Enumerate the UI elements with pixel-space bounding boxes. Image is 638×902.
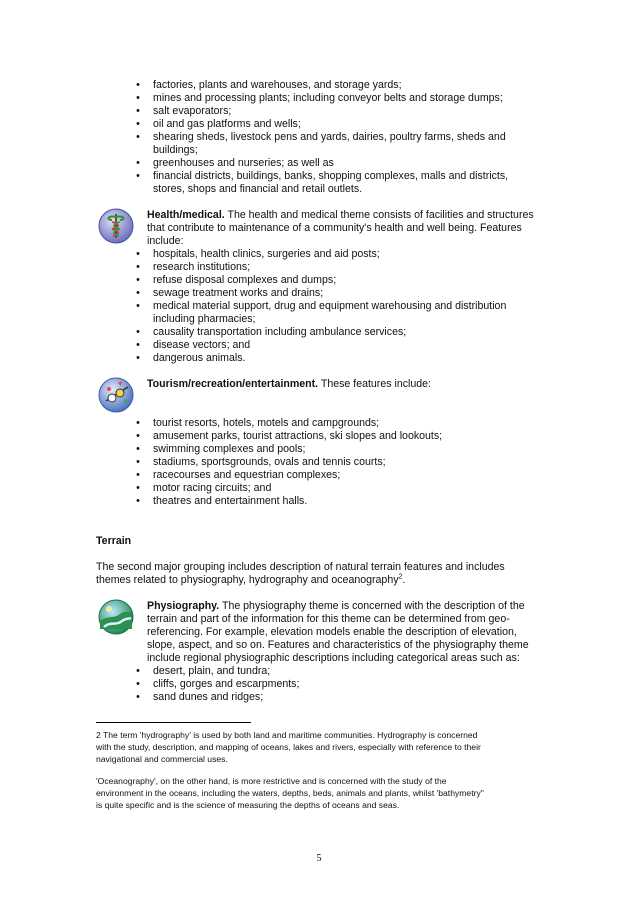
list-item: • financial districts, buildings, banks, shopping complexes, malls and districts, [0, 170, 638, 183]
list-item: • stadiums, sportsgrounds, ovals and tennis courts; [0, 456, 638, 469]
footnote-line: with the study, description, and mapping of oceans, lakes and rivers, especially with reference to their [96, 742, 481, 752]
list-item: • refuse disposal complexes and dumps; [0, 274, 638, 287]
bullet: • [136, 287, 140, 299]
list-item: • cliffs, gorges and escarpments; [0, 678, 638, 691]
bullet: • [136, 339, 140, 351]
tourism-title: Tourism/recreation/entertainment. [147, 378, 319, 390]
list-item: • factories, plants and warehouses, and storage yards; [0, 79, 638, 92]
footnote-divider [96, 722, 251, 723]
bullet: • [136, 678, 140, 690]
physiography-paragraph-line: include regional physiographic descriptions including categorical areas such as: [147, 652, 520, 664]
list-item: • amusement parks, tourist attractions, ski slopes and lookouts; [0, 430, 638, 443]
health-paragraph-line: include: [147, 235, 184, 247]
list-item: • oil and gas platforms and wells; [0, 118, 638, 131]
section-heading-terrain: Terrain [96, 535, 132, 547]
bullet: • [136, 92, 140, 104]
bullet: • [136, 352, 140, 364]
health-title: Health/medical. [147, 209, 225, 221]
physiography-paragraph-line: terrain and part of the information for this theme can be determined from geo- [147, 613, 510, 625]
list-item: • swimming complexes and pools; [0, 443, 638, 456]
physiography-paragraph-line: Physiography. The physiography theme is concerned with the description of the [147, 600, 525, 612]
bullet: • [136, 118, 140, 130]
bullet: • [136, 443, 140, 455]
list-item-continuation: including pharmacies; [153, 313, 256, 325]
list-item: • disease vectors; and [0, 339, 638, 352]
medical-caduceus-icon [98, 208, 134, 244]
terrain-paragraph-line: The second major grouping includes description of natural terrain features and includes [96, 561, 505, 573]
terrain-paragraph-line: themes related to physiography, hydrography and oceanography$^2$. [96, 573, 406, 586]
physiography-landscape-icon [98, 599, 134, 635]
page-number: 5 [316, 853, 322, 864]
bullet: • [136, 482, 140, 494]
health-paragraph-line: Health/medical. The health and medical theme consists of facilities and structures [147, 209, 534, 221]
bullet: • [136, 691, 140, 703]
tourism-paragraph-line: Tourism/recreation/entertainment. These features include: [147, 378, 431, 390]
physiography-title: Physiography. [147, 600, 220, 612]
bullet: • [136, 248, 140, 260]
bullet: • [136, 274, 140, 286]
bullet: • [136, 456, 140, 468]
list-item: • dangerous animals. [0, 352, 638, 365]
list-item: • shearing sheds, livestock pens and yards, dairies, poultry farms, sheds and [0, 131, 638, 144]
list-item: • motor racing circuits; and [0, 482, 638, 495]
physiography-paragraph-line: referencing. For example, elevation models enable the description of elevation, [147, 626, 517, 638]
list-item-continuation: stores, shops and financial and retail outlets. [153, 183, 363, 195]
footnote-line: environment in the oceans, including the waters, depths, beds, animals and plants, whilst 'bathymetry" [96, 788, 484, 798]
list-item: • causality transportation including ambulance services; [0, 326, 638, 339]
bullet: • [136, 79, 140, 91]
footnote-line: navigational and commercial uses. [96, 754, 228, 764]
tourism-theatre-masks-icon [98, 377, 134, 413]
list-item: • research institutions; [0, 261, 638, 274]
bullet: • [136, 665, 140, 677]
list-item: • racecourses and equestrian complexes; [0, 469, 638, 482]
list-item: • theatres and entertainment halls. [0, 495, 638, 508]
bullet: • [136, 300, 140, 312]
list-item: • mines and processing plants; including conveyor belts and storage dumps; [0, 92, 638, 105]
list-item: • greenhouses and nurseries; as well as [0, 157, 638, 170]
bullet: • [136, 495, 140, 507]
health-paragraph-line: that contribute to maintenance of a community's health and well being. Features [147, 222, 522, 234]
bullet: • [136, 157, 140, 169]
footnote-line: 2 The term 'hydrography' is used by both land and maritime communities. Hydrography is concerned [96, 730, 478, 740]
list-item: • medical material support, drug and equipment warehousing and distribution [0, 300, 638, 313]
bullet: • [136, 417, 140, 429]
list-item: • desert, plain, and tundra; [0, 665, 638, 678]
bullet: • [136, 105, 140, 117]
list-item-continuation: buildings; [153, 144, 198, 156]
bullet: • [136, 430, 140, 442]
footnote-ref[interactable]: 2 [398, 573, 403, 581]
bullet: • [136, 170, 140, 182]
list-item: • sand dunes and ridges; [0, 691, 638, 704]
bullet: • [136, 469, 140, 481]
physiography-paragraph-line: slope, aspect, and so on. Features and characteristics of the physiography theme [147, 639, 529, 651]
footnote-line: is quite specific and is the science of measuring the depths of oceans and seas. [96, 800, 400, 810]
footnote-line: 'Oceanography', on the other hand, is more restrictive and is concerned with the study of the [96, 776, 447, 786]
list-item: • tourist resorts, hotels, motels and campgrounds; [0, 417, 638, 430]
list-item: • hospitals, health clinics, surgeries and aid posts; [0, 248, 638, 261]
bullet: • [136, 261, 140, 273]
list-item: • salt evaporators; [0, 105, 638, 118]
bullet: • [136, 326, 140, 338]
bullet: • [136, 131, 140, 143]
list-item: • sewage treatment works and drains; [0, 287, 638, 300]
